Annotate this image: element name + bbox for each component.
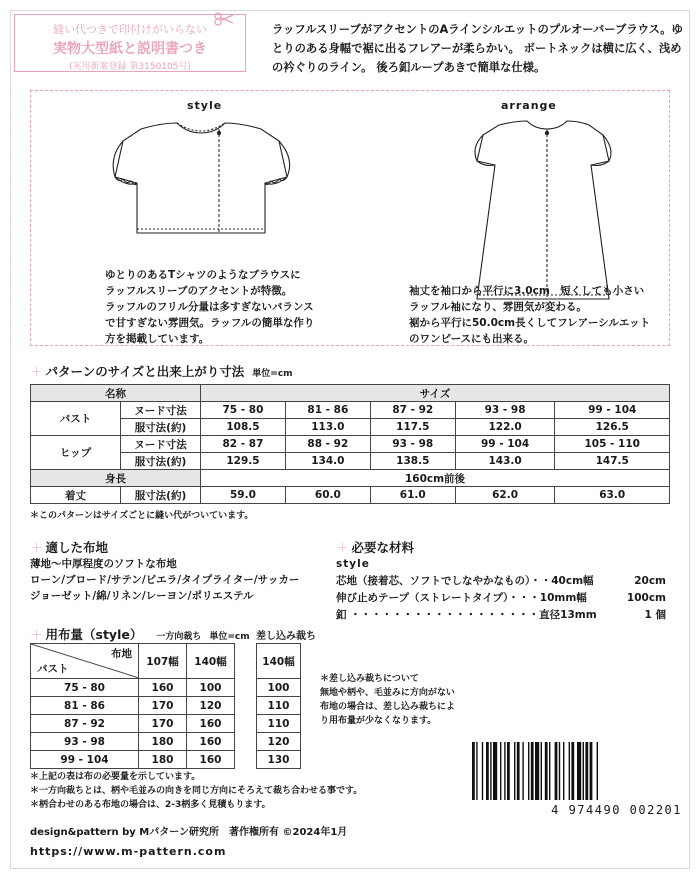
- row-label: 服寸法(約): [121, 419, 201, 436]
- materials-subtitle: style: [336, 558, 370, 570]
- cell: 129.5: [201, 453, 286, 470]
- plus-icon: ＋: [336, 540, 349, 555]
- style-desc-line: で甘すぎない雰囲気。ラッフルの簡単な作り: [105, 317, 315, 329]
- fabric-title: 適した布地: [45, 540, 109, 555]
- fabric-line: ローン/ブロード/サテン/ビエラ/タイプライター/サッカー: [30, 574, 300, 586]
- style-blouse-back-drawing: [189, 117, 249, 245]
- table-row: [31, 751, 235, 769]
- interlock-note: [320, 672, 455, 728]
- fabric-line: 薄地〜中厚程度のソフトな布地: [30, 558, 177, 570]
- note-line: り用布量が少なくなります。: [320, 716, 437, 726]
- illustration-panel: [30, 90, 670, 346]
- table-row: [31, 470, 670, 487]
- cell: 126.5: [555, 419, 670, 436]
- note-line: ＊差し込み裁ちについて: [320, 674, 419, 684]
- note-line: 無地や柄や、毛並みに方向がない: [320, 688, 455, 698]
- cell: 120: [187, 697, 235, 715]
- cell: 59.0: [201, 487, 286, 504]
- cell: 87 - 92: [370, 402, 455, 419]
- list-item: [336, 607, 666, 624]
- note-line: ＊一方向裁ちとは、柄や毛並みの向きを同じ方向にそろえて裁ち合わせる事です。: [30, 786, 363, 796]
- height-label: 身長: [31, 470, 201, 487]
- cell: 160: [187, 751, 235, 769]
- cell: 75 - 80: [201, 402, 286, 419]
- note-line: 布地の場合は、差し込み裁ちによ: [320, 702, 456, 712]
- style-description: [105, 267, 314, 347]
- size-note: ＊このパターンはサイズごとに縫い代がついています。: [30, 511, 254, 521]
- cell: 100: [257, 679, 301, 697]
- arrange-dress-drawing: [451, 117, 631, 305]
- plus-icon: ＋: [30, 627, 43, 642]
- cell: 160: [187, 715, 235, 733]
- cell: 180: [139, 751, 187, 769]
- arrange-title: arrange: [501, 99, 557, 112]
- cell: 99 - 104: [31, 751, 139, 769]
- yardage-notes: [30, 770, 362, 812]
- fabric-line: ジョーゼット/綿/リネン/レーヨン/ポリエステル: [30, 590, 254, 602]
- size-table: [30, 384, 670, 504]
- table-row: [257, 679, 301, 697]
- material-qty: 1 個: [644, 609, 666, 621]
- intro-description: ラッフルスリーブがアクセントのAラインシルエットのプルオーバーブラウス。ゆとりのある身幅で裾に出るフレアーが柔らかい。 ボートネックは横に広く、浅めの衿ぐりのライン。 後ろ釦ループあきで簡単な仕様。: [272, 23, 683, 74]
- arrange-desc-line: 裾から平行に50.0cm長くしてフレアーシルエット: [409, 317, 651, 329]
- note-line: ＊柄合わせのある布地の場合は、2-3柄多く見積もります。: [30, 800, 271, 810]
- row-label: ヌード寸法: [121, 436, 201, 453]
- barcode-number: 4 974490 002201: [551, 803, 682, 817]
- yardage-unit: 単位=cm: [209, 632, 250, 642]
- row-label: 服寸法(約): [121, 453, 201, 470]
- promo-line-1: 縫い代つきで印付けがいらない: [53, 23, 207, 36]
- cell: 61.0: [370, 487, 455, 504]
- one-way-label: 一方向裁ち: [156, 632, 202, 642]
- col-140: 140幅: [187, 644, 235, 679]
- cell: 180: [139, 733, 187, 751]
- note-line: ＊上記の表は布の必要量を示しています。: [30, 772, 201, 782]
- header-name: 名称: [31, 385, 201, 402]
- plus-icon: ＋: [30, 540, 43, 555]
- cell: 93 - 98: [455, 402, 555, 419]
- interlock-table: [256, 643, 301, 769]
- table-row: [257, 751, 301, 769]
- cell: 93 - 98: [31, 733, 139, 751]
- cell: 81 - 86: [31, 697, 139, 715]
- cell: 113.0: [285, 419, 370, 436]
- style-title: style: [187, 99, 223, 112]
- cell: 100: [187, 679, 235, 697]
- cell: 130: [257, 751, 301, 769]
- plus-icon: ＋: [30, 364, 43, 379]
- cell: 87 - 92: [31, 715, 139, 733]
- height-value: 160cm前後: [201, 470, 670, 487]
- cell: 62.0: [455, 487, 555, 504]
- table-row: [257, 715, 301, 733]
- cell: 147.5: [555, 453, 670, 470]
- cell: 81 - 86: [285, 402, 370, 419]
- table-row: [31, 679, 235, 697]
- cell: 138.5: [370, 453, 455, 470]
- fabric-list: [30, 556, 299, 604]
- yardage-heading: [30, 625, 250, 643]
- cell: 82 - 87: [201, 436, 286, 453]
- material-name: 釦 ・・・・・・・・・・・・・・・・・・直径13mm: [336, 609, 597, 621]
- col-bust: バスト: [37, 663, 69, 675]
- table-row: [31, 487, 670, 504]
- materials-heading: [336, 538, 414, 556]
- style-desc-line: ラッフルスリーブのアクセントが特徴。: [105, 285, 293, 297]
- row-group: バスト: [31, 402, 121, 436]
- cell: 143.0: [455, 453, 555, 470]
- materials-list: [336, 556, 666, 624]
- promo-box: [14, 14, 246, 72]
- cell: 99 - 104: [455, 436, 555, 453]
- cell: 120: [257, 733, 301, 751]
- website-url: https://www.m-pattern.com: [30, 845, 227, 858]
- table-row: [31, 453, 670, 470]
- cell: 63.0: [555, 487, 670, 504]
- promo-line-2: 実物大型紙と説明書つき: [53, 41, 207, 57]
- table-row: [31, 697, 235, 715]
- table-row: [257, 733, 301, 751]
- col-140-interlock: 140幅: [257, 644, 301, 679]
- table-row: [31, 419, 670, 436]
- list-item: [336, 590, 666, 607]
- material-qty: 100cm: [626, 592, 666, 604]
- credit-line: design&pattern by Mパターン研究所 著作権所有 ©2024年1月: [30, 827, 348, 838]
- material-name: 芯地（接着芯、ソフトでしなやかなもの）・・40cm幅: [336, 575, 594, 587]
- length-label: 服寸法(約): [121, 487, 201, 504]
- size-section-unit: 単位=cm: [252, 369, 293, 379]
- table-row: [257, 697, 301, 715]
- header-diagonal: [31, 644, 139, 679]
- promo-line-3: (実用新案登録 第3150105号): [69, 62, 191, 72]
- arrange-desc-line: ラッフル袖になり、雰囲気が変わる。: [409, 301, 587, 313]
- cell: 170: [139, 697, 187, 715]
- cell: 105 - 110: [555, 436, 670, 453]
- material-name: 伸び止めテープ（ストレートタイプ）・・・10mm幅: [336, 592, 587, 604]
- col-fabric: 布地: [111, 648, 132, 660]
- arrange-description: [409, 283, 650, 347]
- yardage-title: 用布量（style）: [45, 627, 143, 642]
- cell: 170: [139, 715, 187, 733]
- cell: 88 - 92: [285, 436, 370, 453]
- style-desc-line: ラッフルのフリル分量は多すぎないバランス: [105, 301, 314, 313]
- cell: 122.0: [455, 419, 555, 436]
- table-row: [31, 733, 235, 751]
- table-row: [31, 436, 670, 453]
- size-section-title: パターンのサイズと出来上がり寸法: [45, 364, 245, 379]
- length-group: 着丈: [31, 487, 121, 504]
- fabric-heading: [30, 538, 108, 556]
- list-item: [336, 573, 666, 590]
- cell: 117.5: [370, 419, 455, 436]
- yardage-table: [30, 643, 235, 769]
- table-row: [31, 402, 670, 419]
- table-row: [31, 715, 235, 733]
- scissors-icon: [214, 12, 234, 26]
- col-107: 107幅: [139, 644, 187, 679]
- cell: 110: [257, 715, 301, 733]
- interlock-title: 差し込み裁ち: [256, 631, 316, 642]
- materials-title: 必要な材料: [351, 540, 415, 555]
- cell: 108.5: [201, 419, 286, 436]
- header-size: サイズ: [201, 385, 670, 402]
- size-section-heading: [30, 362, 293, 380]
- cell: 75 - 80: [31, 679, 139, 697]
- barcode-icon: [458, 740, 682, 808]
- cell: 93 - 98: [370, 436, 455, 453]
- cell: 160: [187, 733, 235, 751]
- row-label: ヌード寸法: [121, 402, 201, 419]
- style-desc-line: ゆとりのあるTシャツのようなブラウスに: [105, 269, 301, 281]
- material-qty: 20cm: [634, 575, 666, 587]
- cell: 110: [257, 697, 301, 715]
- cell: 160: [139, 679, 187, 697]
- cell: 99 - 104: [555, 402, 670, 419]
- arrange-desc-line: 袖丈を袖口から平行に3.0cm 短くしても小さい: [409, 285, 645, 297]
- row-group: ヒップ: [31, 436, 121, 470]
- cell: 134.0: [285, 453, 370, 470]
- arrange-desc-line: のワンピースにも出来る。: [409, 333, 535, 345]
- cell: 60.0: [285, 487, 370, 504]
- style-desc-line: 方を掲載しています。: [105, 333, 210, 345]
